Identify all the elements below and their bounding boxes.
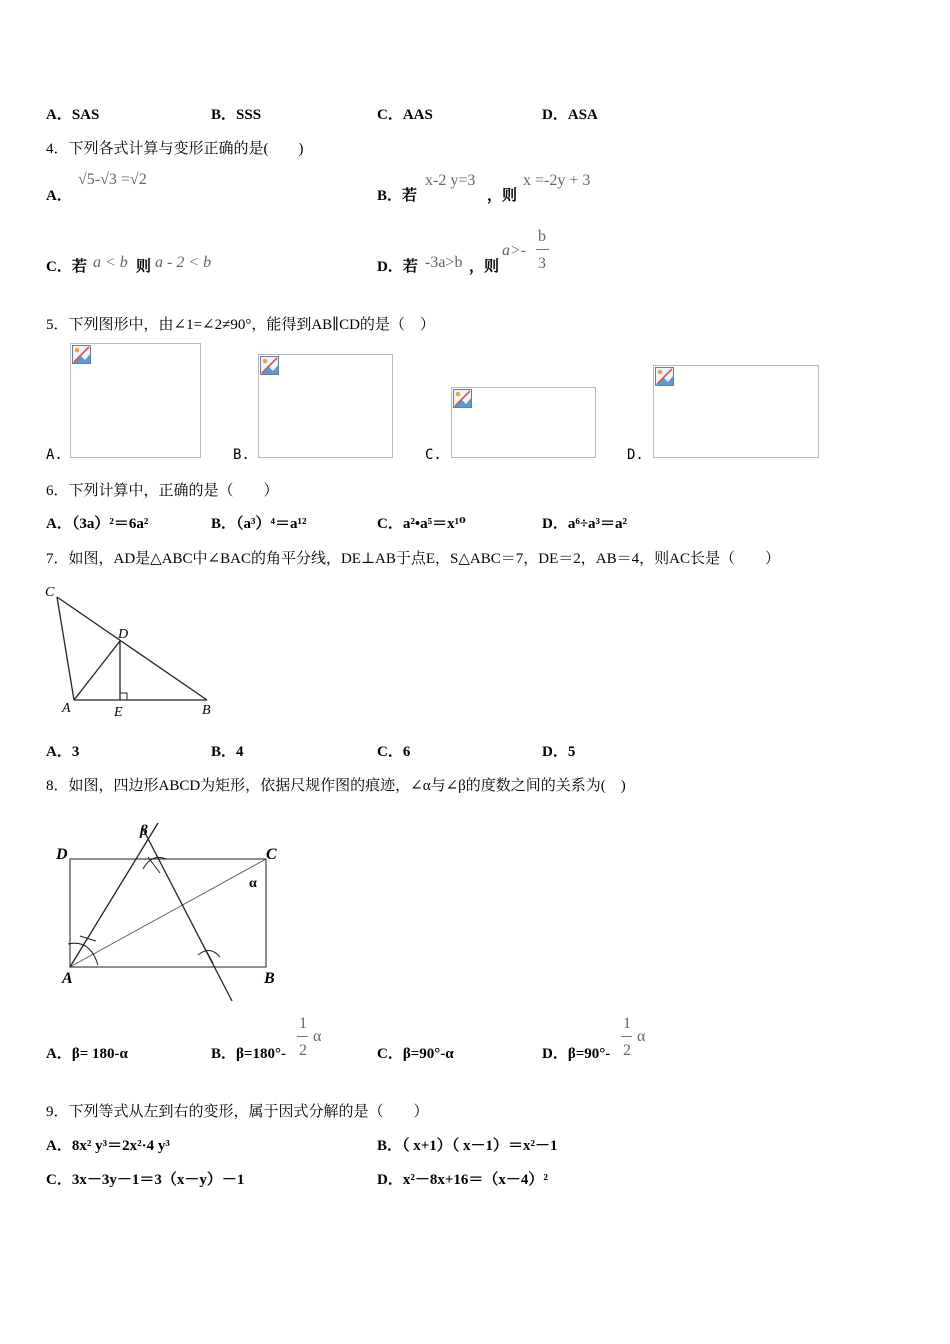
q4-option-a-expr: √5-√3 =√2 bbox=[78, 171, 147, 188]
q7-segment-cb bbox=[57, 597, 207, 700]
q8-arc-mark-3 bbox=[202, 943, 213, 963]
q8-option-b-tail: α bbox=[313, 1028, 322, 1045]
q8-option-b-frac-bar bbox=[297, 1036, 308, 1037]
q8-perpendicular-bisector bbox=[142, 827, 232, 1001]
q9-option-c: C．3x－3y－1＝3（x－y）－1 bbox=[46, 1172, 245, 1188]
q4-option-c-cond: a < b bbox=[93, 254, 128, 271]
q5-stem: 5．下列图形中，由∠1=∠2≠90°，能得到AB∥CD的是（ ） bbox=[46, 317, 435, 333]
q8-rectangle-figure bbox=[50, 815, 290, 1005]
broken-image-icon bbox=[72, 345, 91, 364]
q8-option-d-frac-bar bbox=[621, 1036, 632, 1037]
q7-option-a: A．3 bbox=[46, 744, 80, 760]
q8-option-b-frac-den: 2 bbox=[299, 1042, 307, 1059]
q7-label-a: A bbox=[62, 701, 71, 716]
broken-image-icon bbox=[260, 356, 279, 375]
q6-stem: 6．下列计算中，正确的是（ ） bbox=[46, 483, 279, 499]
q4-option-c-expr: a - 2 < b bbox=[155, 254, 212, 271]
q4-stem: 4．下列各式计算与变形正确的是( ) bbox=[46, 141, 304, 157]
q6-option-c: C．a²•a⁵＝x¹⁰ bbox=[377, 516, 466, 532]
q4-option-b-expr: x =-2y + 3 bbox=[523, 172, 591, 189]
q3-option-c: C．AAS bbox=[377, 107, 433, 123]
q8-stem: 8．如图，四边形ABCD为矩形，依据尺规作图的痕迹，∠α与∠β的度数之间的关系为( ) bbox=[46, 778, 626, 794]
q7-label-d: D bbox=[118, 627, 129, 642]
q4-option-b-label: B．若 bbox=[377, 188, 418, 204]
q5-figure-a bbox=[70, 343, 201, 458]
q6-option-a: A．（3a）²＝6a² bbox=[46, 516, 149, 532]
q4-option-d-frac-den: 3 bbox=[538, 255, 546, 272]
q8-label-b: B bbox=[264, 970, 275, 987]
q4-option-d-then: ，则 bbox=[469, 259, 500, 275]
q7-label-b: B bbox=[202, 703, 211, 718]
q6-option-d: D．a⁶÷a³＝a² bbox=[542, 516, 628, 532]
q8-option-b-frac-num: 1 bbox=[299, 1015, 307, 1032]
q4-option-d-label: D．若 bbox=[377, 259, 418, 275]
q9-stem: 9．下列等式从左到右的变形，属于因式分解的是（ ） bbox=[46, 1104, 429, 1120]
q7-label-c: C bbox=[45, 585, 55, 600]
q8-label-alpha: α bbox=[249, 876, 257, 891]
q7-stem: 7．如图，AD是△ABC中∠BAC的角平分线，DE⊥AB于点E，S△ABC＝7，DE＝2，AB＝4，则AC长是（ ） bbox=[46, 551, 780, 567]
q8-option-d-tail: α bbox=[637, 1028, 646, 1045]
q8-option-d-frac-den: 2 bbox=[623, 1042, 631, 1059]
q9-option-b: B．（ x+1）（ x－1）＝x²－1 bbox=[377, 1138, 558, 1154]
q7-option-b: B．4 bbox=[211, 744, 244, 760]
q3-option-a: A．SAS bbox=[46, 107, 100, 123]
q5-figure-d bbox=[653, 365, 819, 458]
q4-option-c-label: C．若 bbox=[46, 259, 87, 275]
q3-option-d: D．ASA bbox=[542, 107, 598, 123]
q8-label-d: D bbox=[56, 846, 68, 863]
q4-option-b-cond: x-2 y=3 bbox=[425, 172, 476, 189]
q7-option-d: D．5 bbox=[542, 744, 576, 760]
q8-option-b-label: B．β=180°- bbox=[211, 1046, 286, 1062]
q8-label-beta: β bbox=[140, 823, 148, 839]
q7-option-c: C．6 bbox=[377, 744, 411, 760]
q5-label-d: D. bbox=[627, 447, 644, 463]
q5-figure-b bbox=[258, 354, 393, 458]
q8-option-a: A．β= 180-α bbox=[46, 1046, 128, 1062]
q7-right-angle-mark bbox=[120, 693, 127, 700]
q5-label-b: B. bbox=[233, 447, 250, 463]
q6-option-b: B．（a³）⁴＝a¹² bbox=[211, 516, 307, 532]
q4-option-d-frac-num: b bbox=[538, 228, 546, 245]
q4-option-b-then: ，则 bbox=[487, 188, 518, 204]
q5-figure-c bbox=[451, 387, 596, 458]
q8-option-d-label: D．β=90°- bbox=[542, 1046, 611, 1062]
q4-option-d-expr: a>- bbox=[502, 242, 527, 259]
q5-label-c: C. bbox=[425, 447, 442, 463]
q8-option-d-frac-num: 1 bbox=[623, 1015, 631, 1032]
q7-label-e: E bbox=[114, 705, 123, 720]
q8-label-a: A bbox=[62, 970, 73, 987]
q5-label-a: A. bbox=[46, 447, 63, 463]
q4-option-d-frac-bar bbox=[536, 249, 549, 250]
q7-segment-ca bbox=[57, 597, 74, 700]
broken-image-icon bbox=[453, 389, 472, 408]
q4-option-c-then: 则 bbox=[136, 259, 152, 275]
q4-option-a-label: A． bbox=[46, 188, 72, 204]
q9-option-a: A．8x² y³＝2x²·4 y³ bbox=[46, 1138, 170, 1154]
q8-diagonal-ac bbox=[70, 859, 266, 967]
q7-triangle-figure bbox=[40, 578, 220, 723]
q3-option-b: B．SSS bbox=[211, 107, 262, 123]
q7-segment-ad bbox=[74, 641, 120, 700]
q9-option-d: D．x²－8x+16＝（x－4）² bbox=[377, 1172, 548, 1188]
q8-option-c: C．β=90°-α bbox=[377, 1046, 454, 1062]
broken-image-icon bbox=[655, 367, 674, 386]
q8-label-c: C bbox=[266, 846, 277, 863]
q4-option-d-cond: -3a>b bbox=[425, 254, 463, 271]
